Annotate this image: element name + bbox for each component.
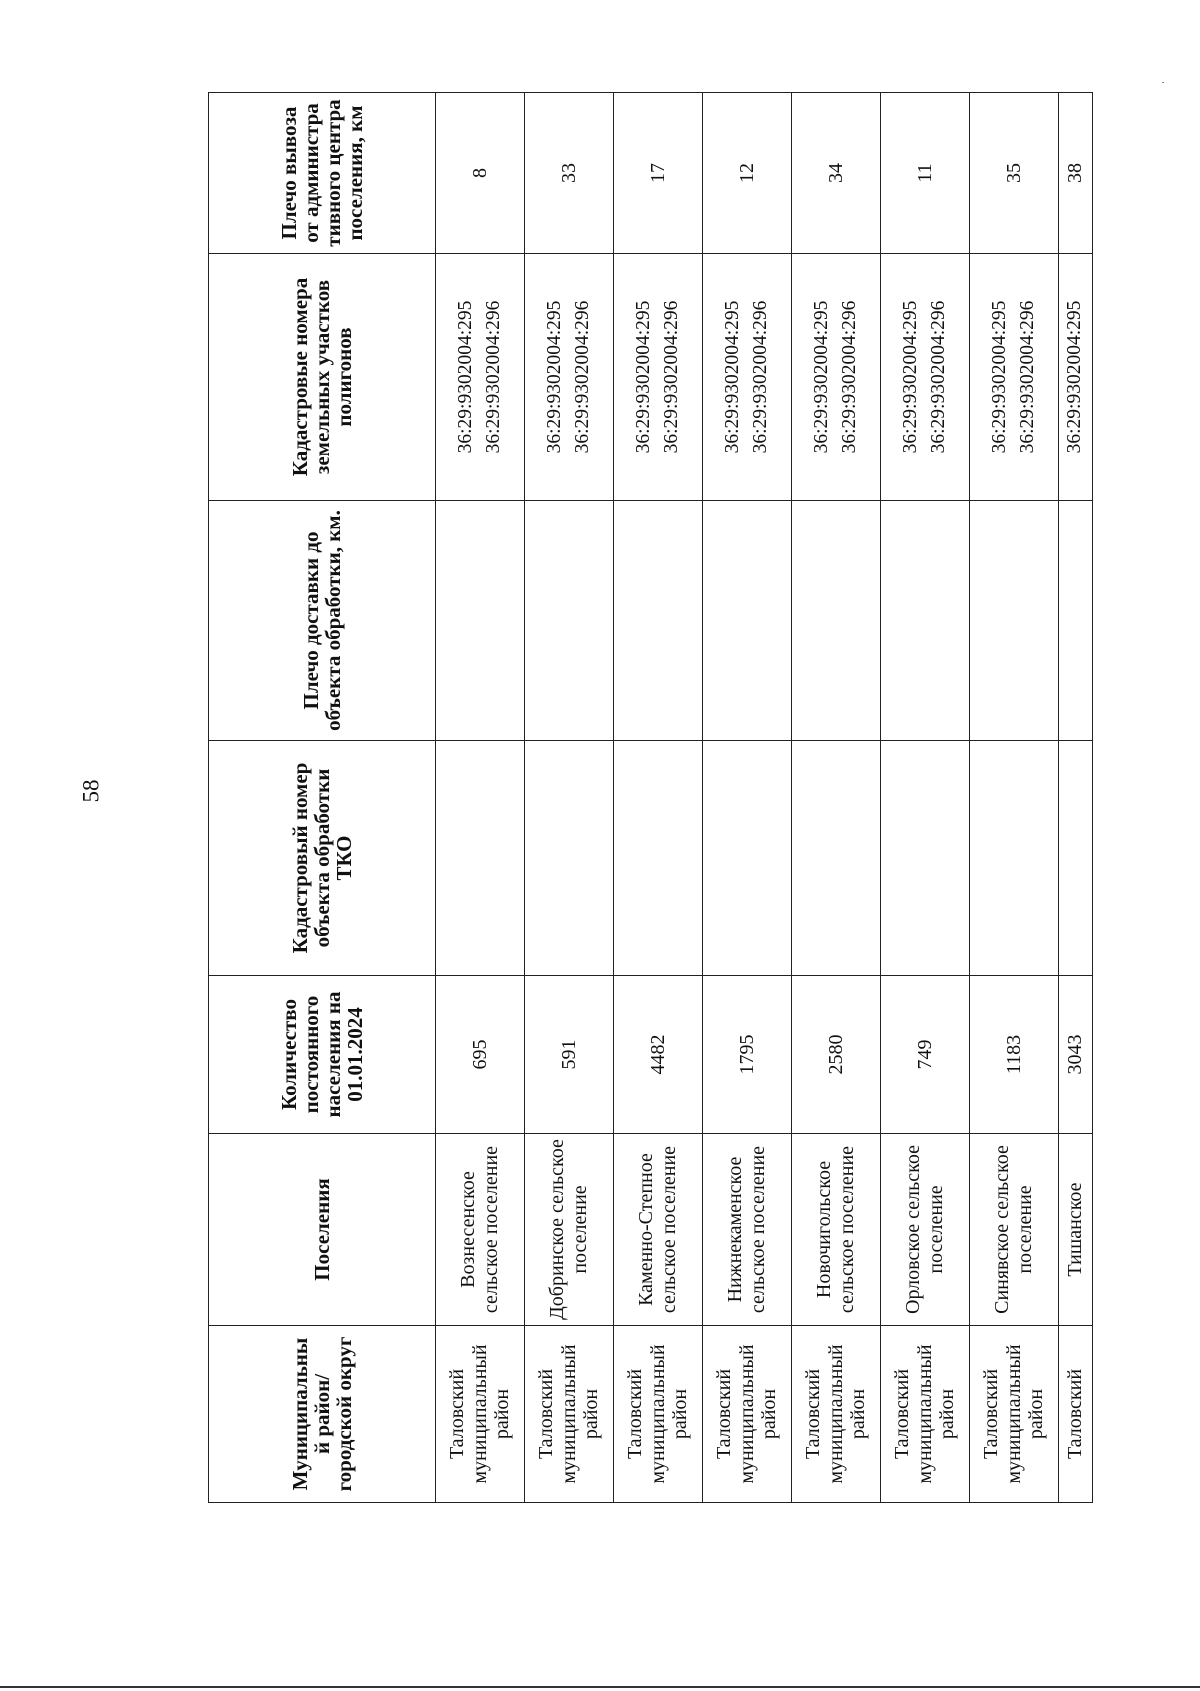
- cell-delivery-distance: [703, 501, 792, 741]
- cell-district: Таловский муниципальный район: [525, 1326, 614, 1503]
- cadastral-number: 36:29:9302004:295: [899, 300, 921, 454]
- table-row: [614, 93, 703, 1503]
- cell-delivery-distance: [614, 501, 703, 741]
- table-row: [703, 93, 792, 1503]
- page-bottom-rule: [0, 1686, 1200, 1688]
- cell-settlement: Синявское сельское поселение: [970, 1134, 1059, 1326]
- cell-settlement: Орловское сельское поселение: [881, 1134, 970, 1326]
- cell-population: 1795: [703, 976, 792, 1134]
- cell-cadastral-plots: [703, 254, 792, 501]
- table-row: [525, 93, 614, 1503]
- cell-cadastral-processing: [1059, 741, 1093, 976]
- cell-cadastral-plots: [970, 254, 1059, 501]
- cell-removal-distance: 11: [881, 93, 970, 254]
- cell-settlement: Добринское сельское поселение: [525, 1134, 614, 1326]
- table-row: [436, 93, 525, 1503]
- cell-district: Таловский: [1059, 1326, 1093, 1503]
- cadastral-number: 36:29:9302004:295: [543, 300, 565, 454]
- cell-delivery-distance: [881, 501, 970, 741]
- cadastral-number: 36:29:9302004:296: [928, 300, 949, 454]
- cell-cadastral-processing: [525, 741, 614, 976]
- cell-settlement: Вознесенское сельское поселение: [436, 1134, 525, 1326]
- cell-cadastral-plots: [614, 254, 703, 501]
- table-row: [881, 93, 970, 1503]
- cadastral-number: 36:29:9302004:296: [572, 300, 593, 454]
- header-settlement: Поселения: [209, 1134, 436, 1326]
- cell-delivery-distance: [970, 501, 1059, 741]
- cell-cadastral-processing: [614, 741, 703, 976]
- header-cadastral-plots: Кадастровые номера земельных участков полигонов: [209, 254, 436, 501]
- cell-population: 1183: [970, 976, 1059, 1134]
- scan-speck: [1162, 82, 1164, 83]
- cell-settlement: Нижнекаменское сельское поселение: [703, 1134, 792, 1326]
- cell-settlement: Новочигольское сельское поселение: [792, 1134, 881, 1326]
- cell-settlement: Каменно-Степное сельское поселение: [614, 1134, 703, 1326]
- cadastral-number: 36:29:9302004:295: [988, 300, 1010, 454]
- cell-cadastral-processing: [970, 741, 1059, 976]
- cadastral-number: 36:29:9302004:295: [454, 300, 476, 454]
- cadastral-number: 36:29:9302004:296: [661, 300, 682, 454]
- cell-population: 3043: [1059, 976, 1093, 1134]
- page-number: 58: [78, 779, 104, 803]
- table-row: [970, 93, 1059, 1503]
- cell-cadastral-processing: [436, 741, 525, 976]
- header-row: [209, 93, 436, 1503]
- cell-delivery-distance: [1059, 501, 1093, 741]
- cell-removal-distance: 33: [525, 93, 614, 254]
- cell-delivery-distance: [436, 501, 525, 741]
- cell-removal-distance: 12: [703, 93, 792, 254]
- cell-cadastral-processing: [792, 741, 881, 976]
- header-population: Количество постоянного населения на 01.01.2024: [209, 976, 436, 1134]
- cell-removal-distance: 34: [792, 93, 881, 254]
- cell-cadastral-processing: [881, 741, 970, 976]
- cell-population: 2580: [792, 976, 881, 1134]
- cadastral-number: 36:29:9302004:296: [839, 300, 860, 454]
- cell-cadastral-plots: [792, 254, 881, 501]
- cell-district: Таловский муниципальный район: [970, 1326, 1059, 1503]
- header-cadastral-processing: Кадастровый номер объекта обработки ТКО: [209, 741, 436, 976]
- cell-removal-distance: 17: [614, 93, 703, 254]
- cell-population: 749: [881, 976, 970, 1134]
- header-district: Муниципальны й район/ городской округ: [209, 1326, 436, 1503]
- cell-district: Таловский муниципальный район: [792, 1326, 881, 1503]
- cell-population: 695: [436, 976, 525, 1134]
- cell-removal-distance: 8: [436, 93, 525, 254]
- cell-cadastral-plots: [525, 254, 614, 501]
- cell-population: 4482: [614, 976, 703, 1134]
- cadastral-number: 36:29:9302004:295: [1064, 300, 1086, 454]
- header-removal-distance: Плечо вывоза от администра тивного центра поселения, км: [209, 93, 436, 254]
- cell-cadastral-processing: [703, 741, 792, 976]
- cell-district: Таловский муниципальный район: [881, 1326, 970, 1503]
- cell-cadastral-plots: [1059, 254, 1093, 501]
- table-container: [208, 93, 1090, 1503]
- cell-removal-distance: 38: [1059, 93, 1093, 254]
- header-delivery-distance: Плечо доставки до объекта обработки, км.: [209, 501, 436, 741]
- cell-delivery-distance: [792, 501, 881, 741]
- cell-removal-distance: 35: [970, 93, 1059, 254]
- cadastral-number: 36:29:9302004:295: [810, 300, 832, 454]
- cadastral-number: 36:29:9302004:295: [721, 300, 743, 454]
- cell-delivery-distance: [525, 501, 614, 741]
- cadastral-number: 36:29:9302004:296: [1017, 300, 1038, 454]
- cell-cadastral-plots: [881, 254, 970, 501]
- cell-district: Таловский муниципальный район: [703, 1326, 792, 1503]
- table-row: [792, 93, 881, 1503]
- tko-table: [208, 92, 1093, 1503]
- cadastral-number: 36:29:9302004:295: [632, 300, 654, 454]
- cell-cadastral-plots: [436, 254, 525, 501]
- cell-settlement: Тишанское: [1059, 1134, 1093, 1326]
- cell-district: Таловский муниципальный район: [614, 1326, 703, 1503]
- cell-population: 591: [525, 976, 614, 1134]
- cadastral-number: 36:29:9302004:296: [750, 300, 771, 454]
- table-row: [1059, 93, 1093, 1503]
- cell-district: Таловский муниципальный район: [436, 1326, 525, 1503]
- cadastral-number: 36:29:9302004:296: [483, 300, 504, 454]
